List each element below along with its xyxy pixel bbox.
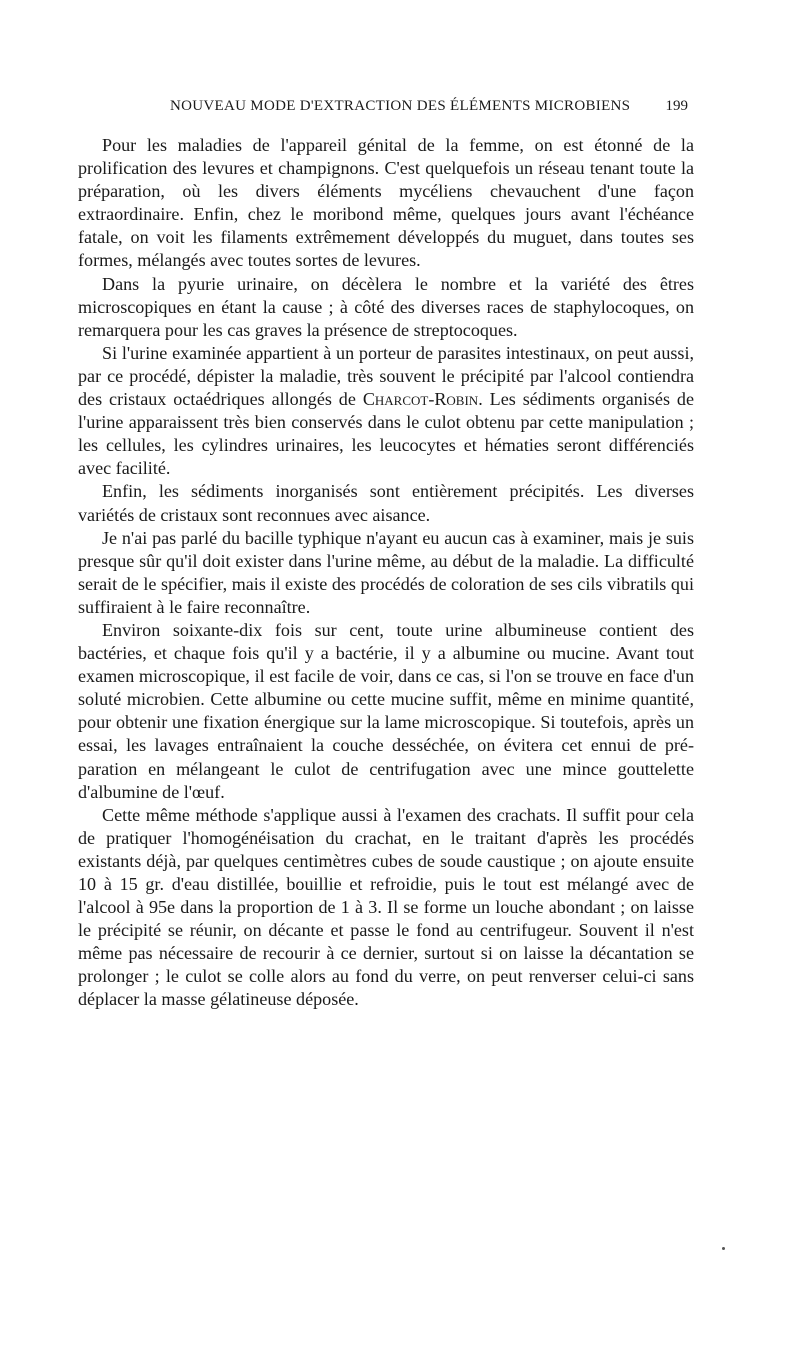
paragraph-6: Environ soixante-dix fois sur cent, toute urine albumineuse contient des bactéries, et chaque fois qu'il y a bactérie, il y a albumine ou mucine. Avant tout examen microscopique, il est facile de voir, dans ce cas, si l'on se trouve en face d'un soluté microbien. Cette albumine ou cette mucine suffit, même en minime quantité, pour obtenir une fixation énergique sur la lame microscopique. Si toutefois, après un essai, les lavages entraînaient la couche desséchée, on évitera cet ennui de préparation en mélangeant le culot de centrifugation avec une mince gouttelette d'albumine de l'œuf. [78,619,694,802]
paragraph-5: Je n'ai pas parlé du bacille typhique n'ayant eu aucun cas à examiner, mais je suis presque sûr qu'il doit exister dans l'urine même, au début de la maladie. La difficulté serait de le spécifier, mais il existe des procédés de coloration de ses cils vibratils qui suffiraient à le faire reconnaître. [78,527,694,617]
paragraph-7: Cette même méthode s'applique aussi à l'examen des crachats. Il suffit pour cela de pratiquer l'homogénéisation du crachat, en le traitant d'après les procédés existants déjà, par quelques centimètres cubes de soude caustique ; on ajoute ensuite 10 à 15 gr. d'eau distillée, bouillie et refroidie, puis le tout est mélangé avec de l'alcool à 95e dans la proportion de 1 à 3. Il se forme un louche abondant ; on laisse le précipité se réunir, on décante et passe le fond au centrifugeur. Souvent il n'est même pas nécessaire de recourir à ce dernier, surtout si on laisse la décantation se prolonger ; le culot se colle alors au fond du verre, on peut renverser celui-ci sans déplacer la masse gélatineuse déposée. [78,804,694,1010]
running-header [78,98,694,120]
page-number: 199 [665,98,688,114]
author-name-charcot-robin: Charcot-Robin [362,389,479,410]
paragraph-3 [78,342,694,481]
paragraph-3-text-before: Si l'urine examinée appartient à un porteur de parasites intestinaux, on peut aussi, par ce procédé, dépister la maladie, très souvent le précipité par l'alcool contiendra des cristaux octaédriques allongés de [78,342,694,410]
print-speck [722,1247,725,1250]
paragraph-1: Pour les maladies de l'appareil génital de la femme, on est étonné de la prolification des levures et champignons. C'est quelquefois un réseau tenant toute la préparation, où les divers éléments mycéliens chevauchent d'une façon extraordinaire. Enfin, chez le moribond même, quelques jours avant l'échéance fatale, on voit les filaments extrêmement développés du muguet, dans toutes ses formes, mélangés avec toutes sortes de levures. [78,135,694,271]
paragraph-2: Dans la pyurie urinaire, on décèlera le nombre et la variété des êtres microscopiques en étant la cause ; à côté des diverses races de staphylocoques, on remarquera pour les cas graves la présence de streptocoques. [78,273,694,340]
page [78,98,694,1012]
running-title: NOUVEAU MODE D'EXTRACTION DES ÉLÉMENTS MICROBIENS [170,98,631,114]
body-text [78,134,694,1012]
paragraph-4: Enfin, les sédiments inorganisés sont entièrement précipités. Les diverses variétés de cristaux sont reconnues avec aisance. [78,481,694,525]
paragraph-3-text-after: . Les sédiments organisés de l'urine apparaissent très bien conservés dans le culot obtenu par cette manipulation ; les cellules, les cylindres urinaires, les leucocytes et hématies seront différenciés avec facilité. [78,389,694,479]
